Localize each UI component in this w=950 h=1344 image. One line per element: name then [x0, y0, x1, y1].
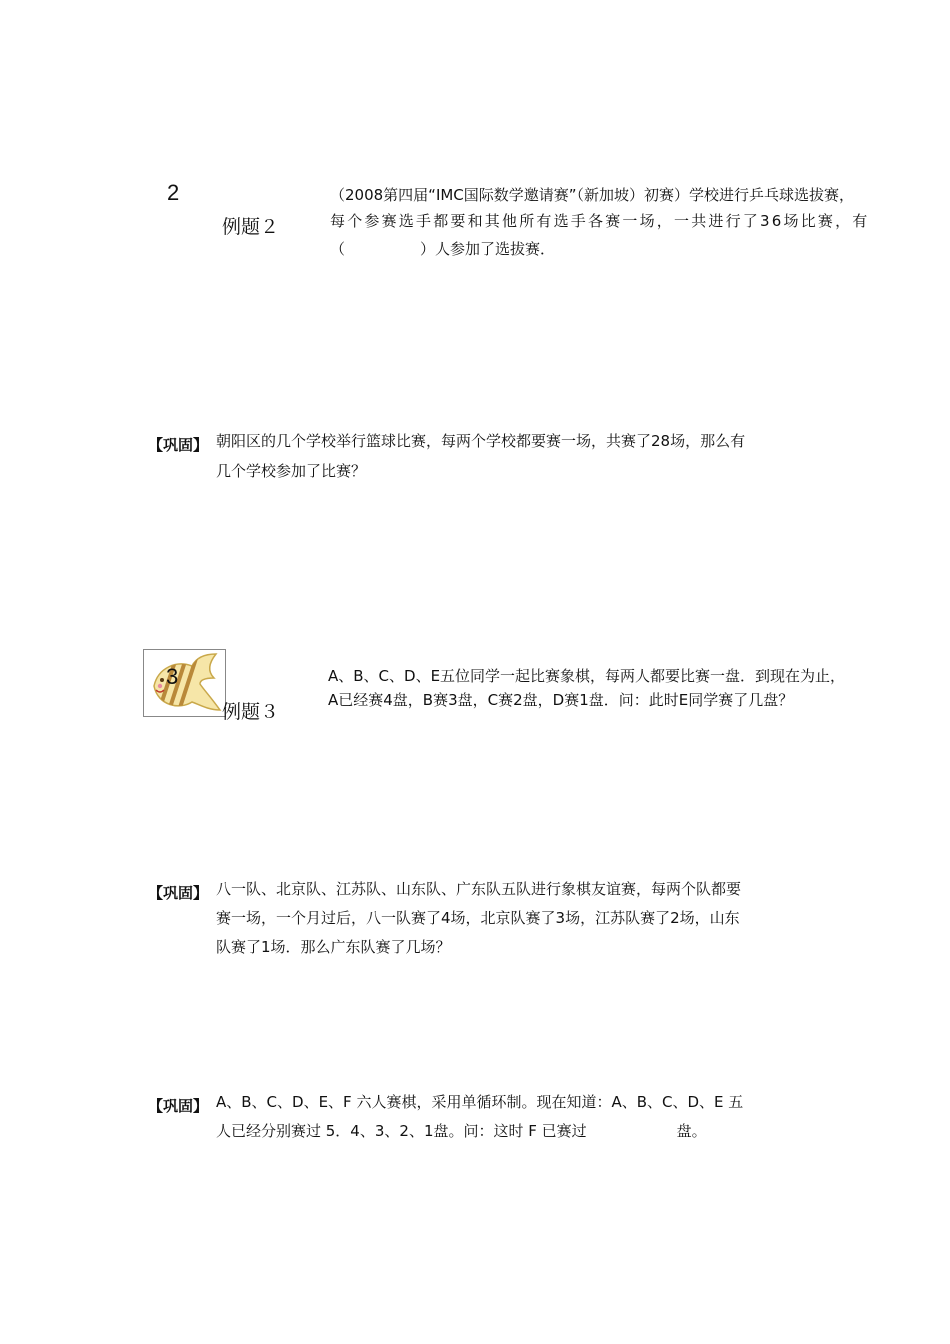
fish-icon: [143, 649, 226, 717]
practice2-line-3: 队赛了1场．那么广东队赛了几场？: [216, 938, 451, 956]
practice1-line-1: 朝阳区的几个学校举行篮球比赛，每两个学校都要赛一场，共赛了28场，那么有: [216, 432, 746, 450]
example2-label: 例题２: [222, 216, 280, 238]
practice3-line-2: 人已经分别赛过 5．4、3、2、1盘。问：这时 F 已赛过 盘。: [216, 1122, 707, 1140]
example2-line-3: （ ）人参加了选拔赛．: [330, 240, 556, 258]
practice2-line-2: 赛一场，一个月过后，八一队赛了4场，北京队赛了3场，江苏队赛了2场，山东: [216, 909, 740, 927]
practice1-tag: 【巩固】: [148, 436, 209, 454]
example3-label: 例题３: [222, 701, 280, 723]
example3-number: 3: [166, 664, 179, 689]
practice1-line-2: 几个学校参加了比赛？: [216, 462, 367, 480]
example2-line-1: （2008第四届“IMC国际数学邀请赛”（新加坡）初赛）学校进行乒乓球选拔赛，: [330, 186, 855, 204]
example2-line-2: 每个参赛选手都要和其他所有选手各赛一场，一共进行了36场比赛，有: [330, 212, 870, 230]
example3-line-2: A已经赛4盘，B赛3盘，C赛2盘，D赛1盘．问：此时E同学赛了几盘？: [328, 691, 794, 709]
practice2-line-1: 八一队、北京队、江苏队、山东队、广东队五队进行象棋友谊赛，每两个队都要: [216, 880, 742, 898]
example2-number: 2: [167, 180, 180, 205]
practice3-line-1: A、B、C、D、E、F 六人赛棋，采用单循环制。现在知道：A、B、C、D、E 五: [216, 1093, 744, 1111]
practice3-tag: 【巩固】: [148, 1097, 209, 1115]
practice2-tag: 【巩固】: [148, 884, 209, 902]
example3-line-1: A、B、C、D、E五位同学一起比赛象棋，每两人都要比赛一盘．到现在为止，: [328, 667, 846, 685]
